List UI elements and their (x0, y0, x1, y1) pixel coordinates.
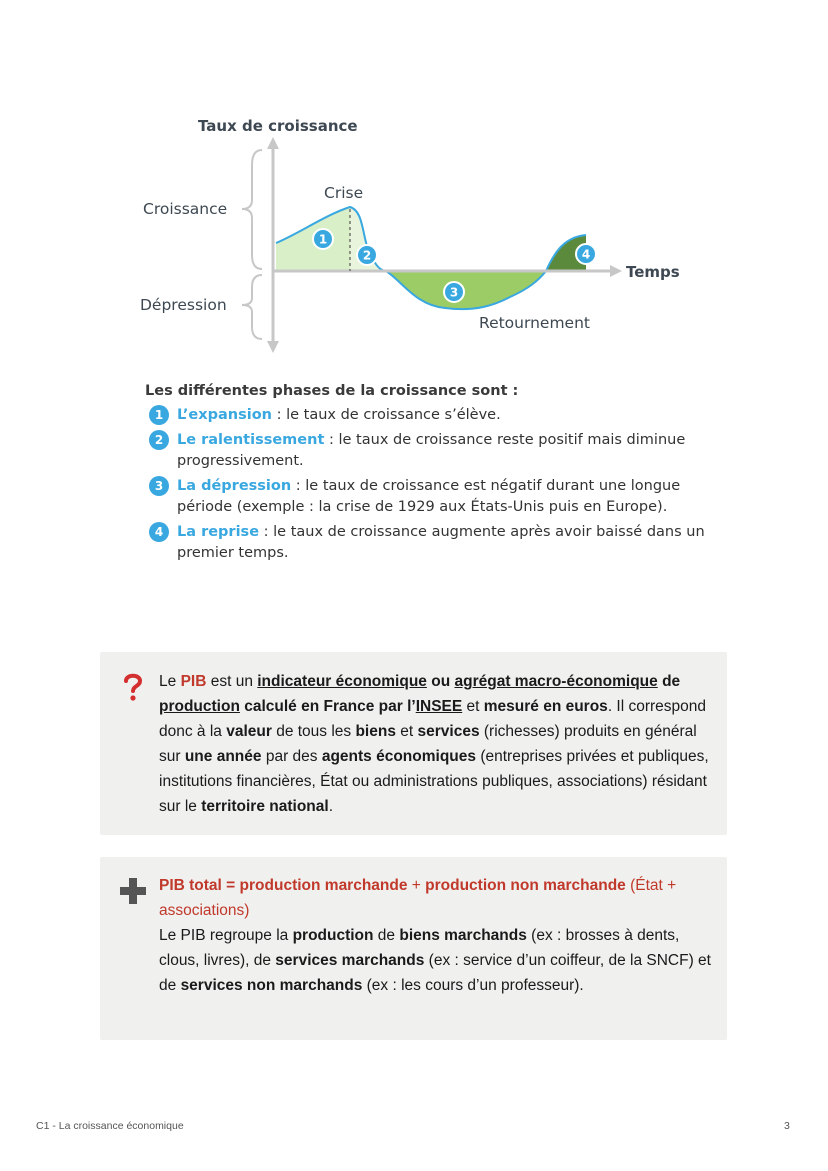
phase-number: 3 (149, 476, 169, 496)
depression-label: Dépression (140, 296, 227, 314)
growth-cycle-curve (130, 105, 710, 355)
growth-label: Croissance (143, 200, 228, 218)
svg-text:4: 4 (581, 247, 591, 262)
growth-phases-diagram (130, 105, 710, 355)
plus-icon (118, 876, 148, 906)
definition-text: Le PIB est un indicateur économique ou agrégat macro-économique de production calculé en France par l’INSEE et mesuré en euros. Il correspond donc à la valeur de tous les biens et services (richesses) produits en général sur une année par des agents économiques (entreprises privées et publiques, institutions financières, État ou administrations publiques, associations) résidant sur le territoire national. (159, 673, 709, 815)
phase-name: L’expansion (177, 407, 272, 423)
euros-term: mesuré en euros (483, 698, 608, 715)
svg-text:3: 3 (449, 285, 459, 300)
formula-text: PIB total = production marchande + production non marchande (État + associations) Le PIB regroupe la production de biens marchands (ex : brosses à dents, clous, livres), de services marchands (ex : service d’un coiffeur, de la SNCF) et de services non marchands (ex : les cours d’un professeur). (159, 877, 711, 994)
phases-intro: Les différentes phases de la croissance sont : (145, 383, 519, 399)
phase-name: La dépression (177, 478, 292, 494)
footer-chapter: C1 - La croissance économique (36, 1120, 184, 1132)
pib-term: PIB (180, 673, 207, 690)
growth-brace (242, 150, 262, 269)
marker-3 (444, 282, 464, 302)
x-axis-title: Temps (626, 263, 680, 281)
insee-term: INSEE (415, 698, 463, 715)
phase-number: 1 (149, 405, 169, 425)
phase-name: La reprise (177, 524, 260, 540)
marker-2 (357, 245, 377, 265)
marker-4 (576, 244, 596, 264)
phases-list (145, 383, 705, 568)
phase-number: 2 (149, 430, 169, 450)
phase-item (145, 476, 705, 518)
question-mark-icon (118, 672, 148, 702)
definition-box (100, 652, 727, 835)
x-axis-arrow (610, 265, 622, 277)
phase-description: : le taux de croissance reste positif mais diminue progressivement. (177, 432, 686, 469)
aggregate-term: agrégat macro-économique (454, 673, 658, 690)
svg-text:2: 2 (362, 248, 372, 263)
y-axis-arrow-up (267, 137, 279, 149)
marker-1 (313, 229, 333, 249)
turnaround-label: Retournement (479, 314, 590, 332)
phase-name: Le ralentissement (177, 432, 325, 448)
y-axis-title: Taux de croissance (198, 117, 358, 135)
phase-item (145, 430, 705, 472)
phase-description: : le taux de croissance est négatif durant une longue période (exemple : la crise de 1929 aux États-Unis puis en Europe). (177, 478, 681, 515)
phase-number: 4 (149, 522, 169, 542)
indicator-term: indicateur économique (257, 673, 427, 690)
formula-box (100, 857, 727, 1040)
production-term: production (159, 698, 240, 715)
svg-text:1: 1 (318, 232, 328, 247)
phase-description: : le taux de croissance augmente après avoir baissé dans un premier temps. (177, 524, 705, 561)
depression-brace (242, 275, 262, 339)
crisis-label: Crise (324, 184, 364, 202)
phase-item (145, 522, 705, 564)
phase-item (145, 405, 705, 426)
y-axis-arrow-down (267, 341, 279, 353)
phase-description: : le taux de croissance s’élève. (271, 407, 501, 423)
footer-page-number: 3 (784, 1120, 790, 1132)
